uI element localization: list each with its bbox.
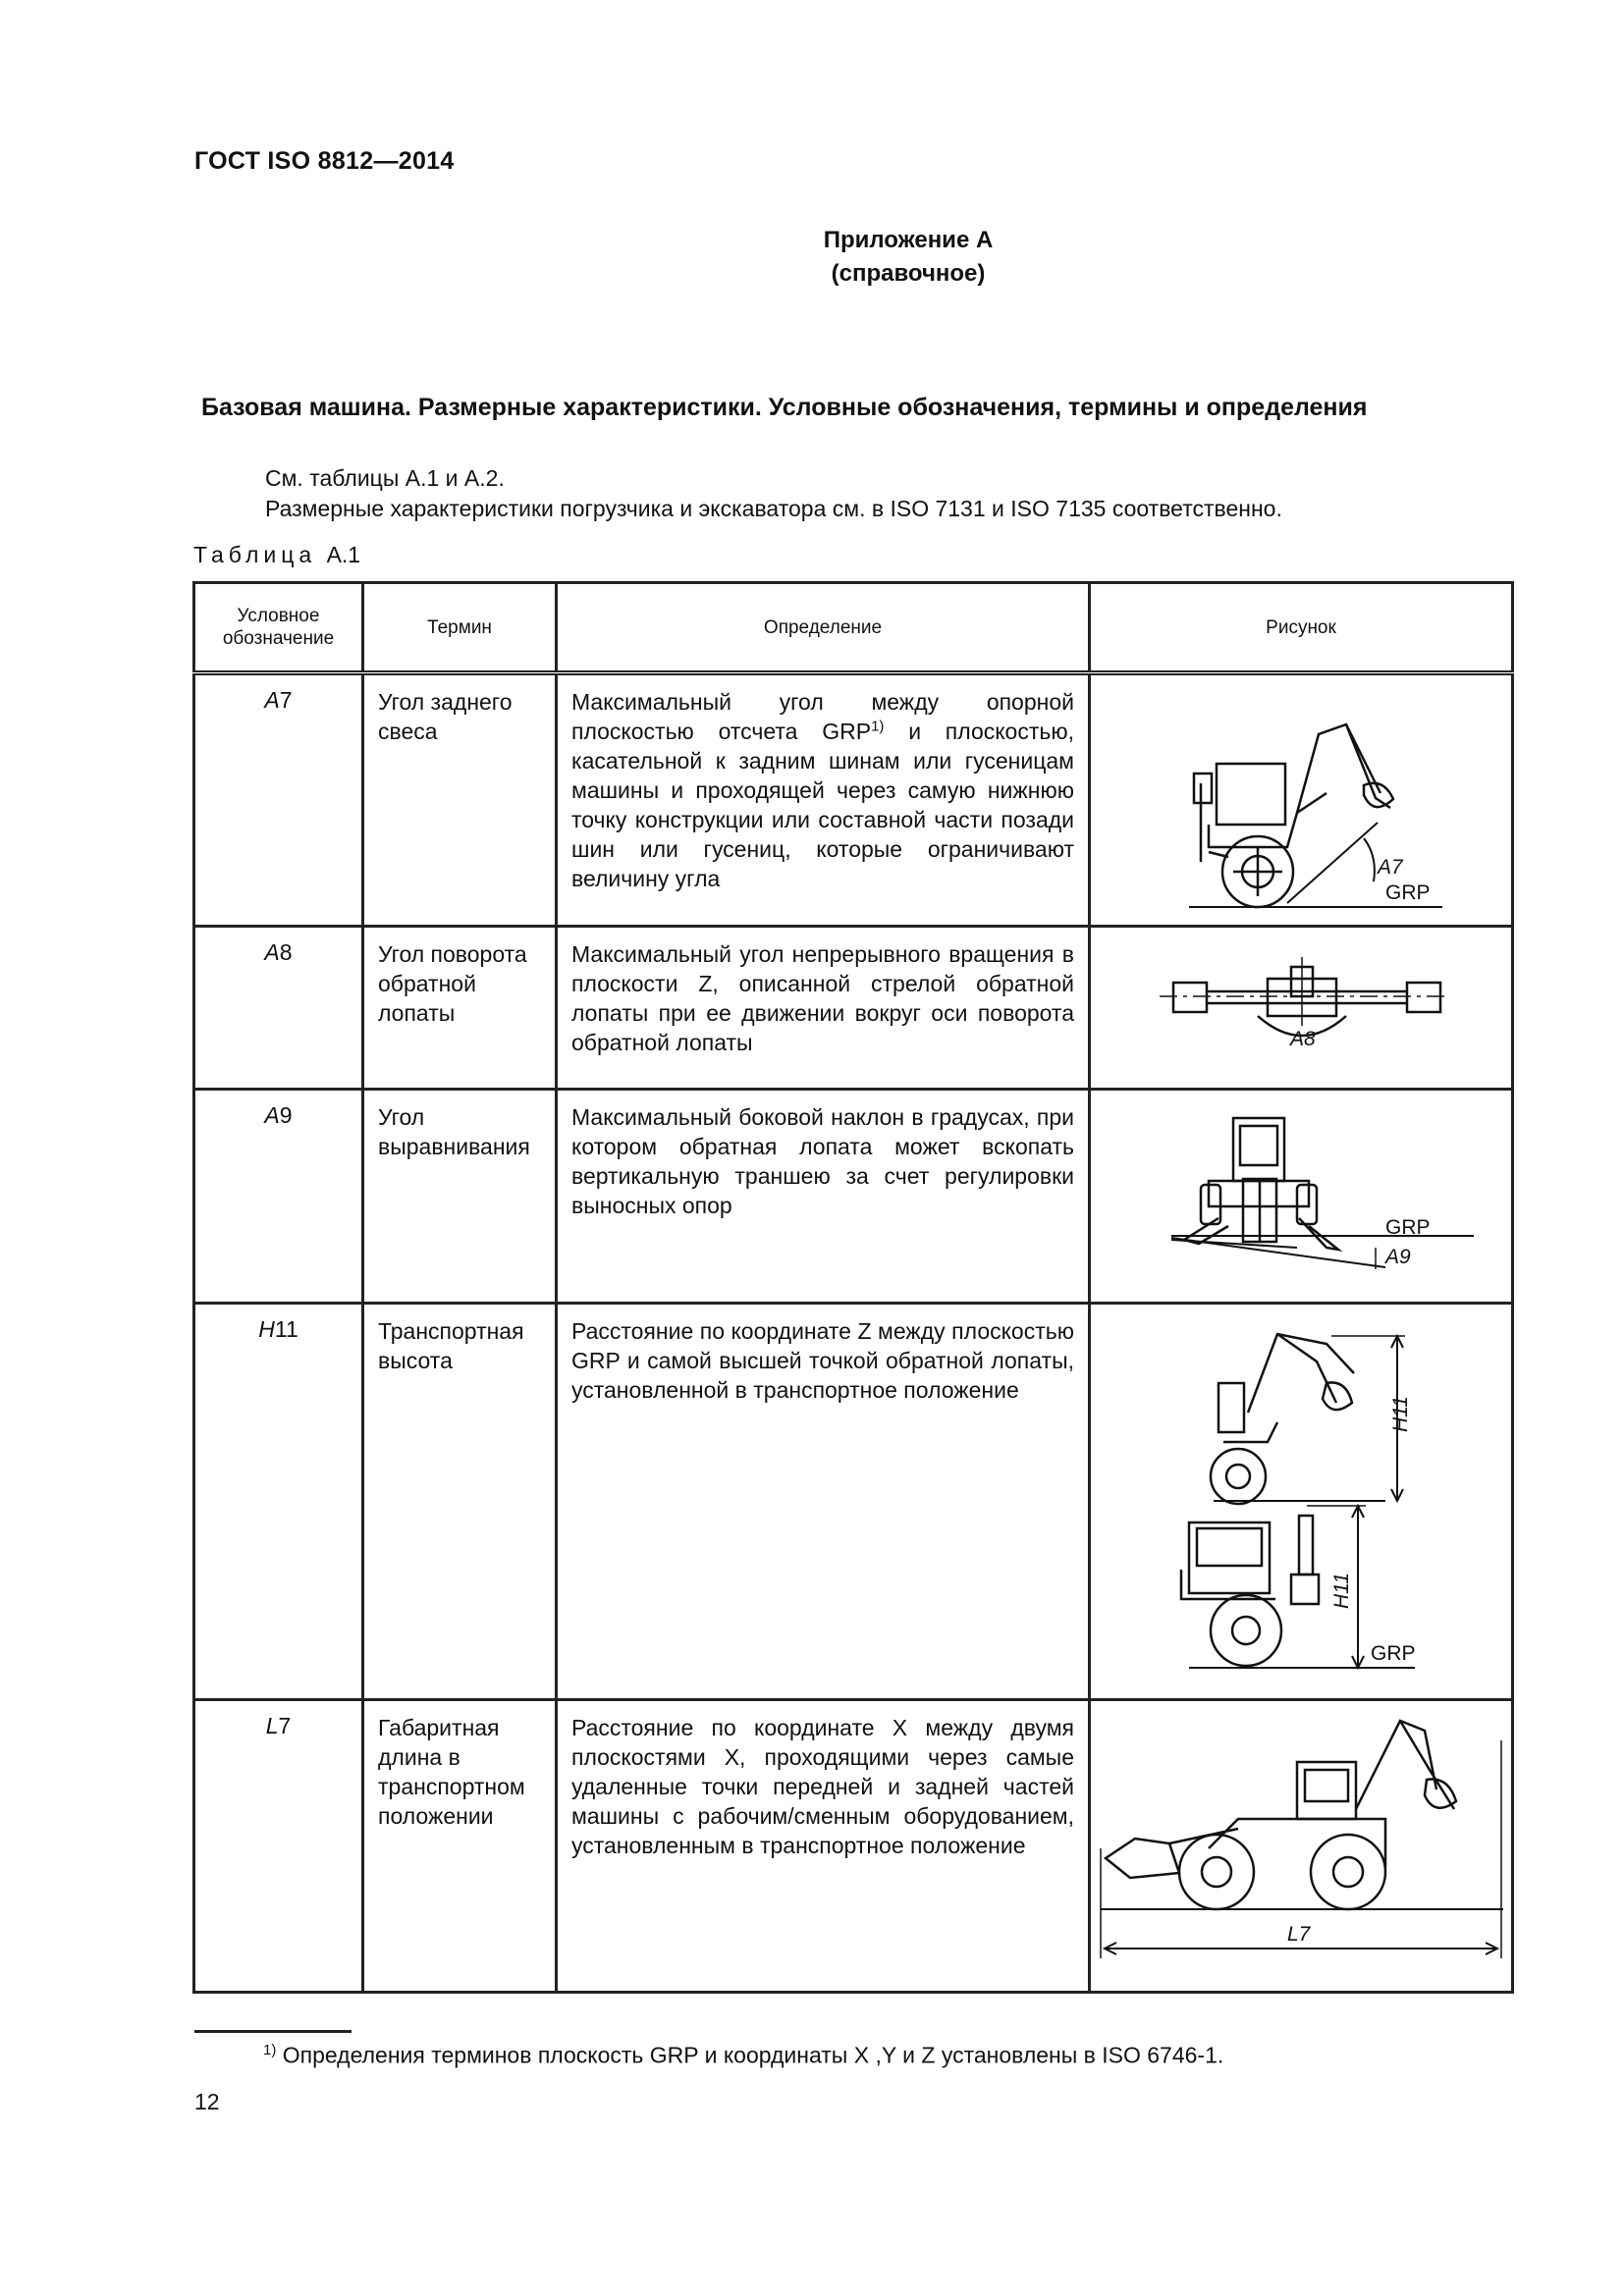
plane-label: GRP: [1385, 1216, 1431, 1239]
annex-heading: [0, 224, 1624, 291]
header-symbol: Условное обозначение: [194, 583, 363, 673]
footnote-divider: [194, 2030, 352, 2033]
footnote: [263, 2042, 1223, 2069]
backhoe-swing-angle-figure: [1091, 928, 1511, 1085]
row-definition: Расстояние по координате X между двумя плоскостями X, проходящими через самые удаленные точки передней и задней частей машины с рабочим/сменным оборудованием, установленным в транспортное положение: [557, 1700, 1090, 1993]
row-term: Угол заднего свеса: [363, 673, 557, 927]
row-figure: [1090, 1090, 1513, 1304]
row-definition: Максимальный угол между опорной плоскостью отсчета GRP$^{1)}$ и плоскостью, касательной к задним шинам или гусеницам машины и проходящей через самую нижнюю точку конструкции или составной части позади шин или гусениц, которые ограничивают величину угла: [557, 673, 1090, 927]
header-definition: Определение: [557, 583, 1090, 673]
row-figure: [1090, 927, 1513, 1090]
row-figure: [1090, 1700, 1513, 1993]
footnote-mark: 1): [263, 2042, 277, 2058]
angle-label: A7: [1378, 856, 1403, 879]
row-symbol: A7: [194, 673, 363, 927]
intro-line-2: Размерные характеристики погрузчика и экскаватора см. в ISO 7131 и ISO 7135 соответственно.: [265, 496, 1282, 521]
plane-label: GRP: [1385, 881, 1431, 904]
length-label: L7: [1287, 1923, 1311, 1946]
table-row: [194, 927, 1513, 1090]
height-label-bottom: H11: [1330, 1573, 1353, 1609]
row-definition: Расстояние по координате Z между плоскостью GRP и самой высшей точкой обратной лопаты, установленной в транспортное положение: [557, 1304, 1090, 1700]
annex-subtitle: (справочное): [831, 260, 986, 287]
table-row: [194, 1700, 1513, 1993]
section-title: Базовая машина. Размерные характеристики. Условные обозначения, термины и определения: [201, 394, 1368, 421]
angle-label: A9: [1385, 1246, 1411, 1268]
table-row: [194, 1304, 1513, 1700]
row-definition: Максимальный боковой наклон в градусах, при котором обратная лопата может вскопать вертикальную траншею за счет регулировки выносных опор: [557, 1090, 1090, 1304]
angle-label: A8: [1290, 1028, 1316, 1050]
table-caption-number: А.1: [326, 542, 361, 567]
row-symbol: L7: [194, 1700, 363, 1993]
row-symbol: A9: [194, 1090, 363, 1304]
header-figure: Рисунок: [1090, 583, 1513, 673]
page-number: 12: [194, 2089, 220, 2114]
table-caption: [193, 542, 360, 568]
definitions-table: [192, 581, 1514, 1994]
header-term: Термин: [363, 583, 557, 673]
intro-line-1: См. таблицы А.1 и А.2.: [265, 465, 505, 491]
row-term: Транспортная высота: [363, 1304, 557, 1700]
intro-text: [265, 463, 1282, 524]
height-label-top: H11: [1389, 1396, 1412, 1432]
transport-height-figure: [1091, 1305, 1511, 1695]
annex-title: Приложение А: [823, 227, 994, 253]
footnote-ref: 1): [871, 718, 885, 735]
row-figure: [1090, 1304, 1513, 1700]
table-caption-word: Таблица: [193, 542, 317, 567]
table-header-row: [194, 583, 1513, 673]
row-term: Угол поворота обратной лопаты: [363, 927, 557, 1090]
table-row: [194, 1090, 1513, 1304]
rear-overhang-angle-figure: [1091, 675, 1511, 923]
document-code: ГОСТ ISO 8812—2014: [194, 147, 455, 175]
footnote-text: Определения терминов плоскость GRP и координаты X ,Y и Z установлены в ISO 6746-1.: [276, 2042, 1224, 2068]
row-symbol: H11: [194, 1304, 363, 1700]
row-term: Угол выравнивания: [363, 1090, 557, 1304]
plane-label: GRP: [1371, 1642, 1416, 1665]
row-definition: Максимальный угол непрерывного вращения в плоскости Z, описанной стрелой обратной лопаты при ее движении вокруг оси поворота обратной лопаты: [557, 927, 1090, 1090]
leveling-angle-figure: [1091, 1091, 1511, 1299]
row-figure: [1090, 673, 1513, 927]
table-row: [194, 673, 1513, 927]
transport-length-figure: [1091, 1701, 1511, 1988]
row-symbol: A8: [194, 927, 363, 1090]
row-term: Габаритная длина в транспортном положении: [363, 1700, 557, 1993]
